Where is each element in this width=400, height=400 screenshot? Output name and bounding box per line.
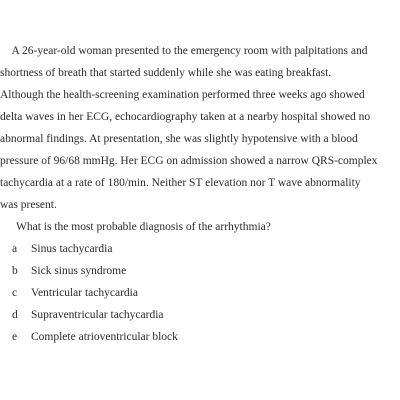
case-text-line: was present. (0, 199, 57, 211)
choice-text: Complete atrioventricular block (31, 331, 178, 343)
question-prompt: What is the most probable diagnosis of the arrhythmia? (16, 221, 271, 233)
answer-choice-b (12, 264, 178, 286)
choice-text: Ventricular tachycardia (31, 287, 138, 299)
choice-letter: d (12, 309, 18, 321)
case-text-line: delta waves in her ECG, echocardiography taken at a nearby hospital showed no (0, 111, 371, 123)
answer-choices-list (12, 242, 178, 352)
answer-choice-e (12, 330, 178, 352)
choice-letter: b (12, 265, 18, 277)
choice-letter: c (12, 287, 18, 299)
choice-letter: e (12, 331, 18, 343)
choice-letter: a (12, 243, 18, 255)
answer-choice-a (12, 242, 178, 264)
answer-choice-d (12, 308, 178, 330)
case-text-line: shortness of breath that started suddenly while she was eating breakfast. (0, 67, 332, 79)
case-text-line: Although the health-screening examination performed three weeks ago showed (0, 89, 365, 101)
answer-choice-c (12, 286, 178, 308)
case-text-line: tachycardia at a rate of 180/min. Neither ST elevation nor T wave abnormality (0, 177, 361, 189)
case-text-line: pressure of 96/68 mmHg. Her ECG on admission showed a narrow QRS-complex (0, 155, 378, 167)
choice-text: Sick sinus syndrome (31, 265, 127, 277)
case-text-line: abnormal findings. At presentation, she was slightly hypotensive with a blood (0, 133, 358, 145)
choice-text: Supraventricular tachycardia (31, 309, 164, 321)
case-text-line: A 26-year-old woman presented to the emergency room with palpitations and (0, 45, 368, 57)
choice-text: Sinus tachycardia (31, 243, 113, 255)
